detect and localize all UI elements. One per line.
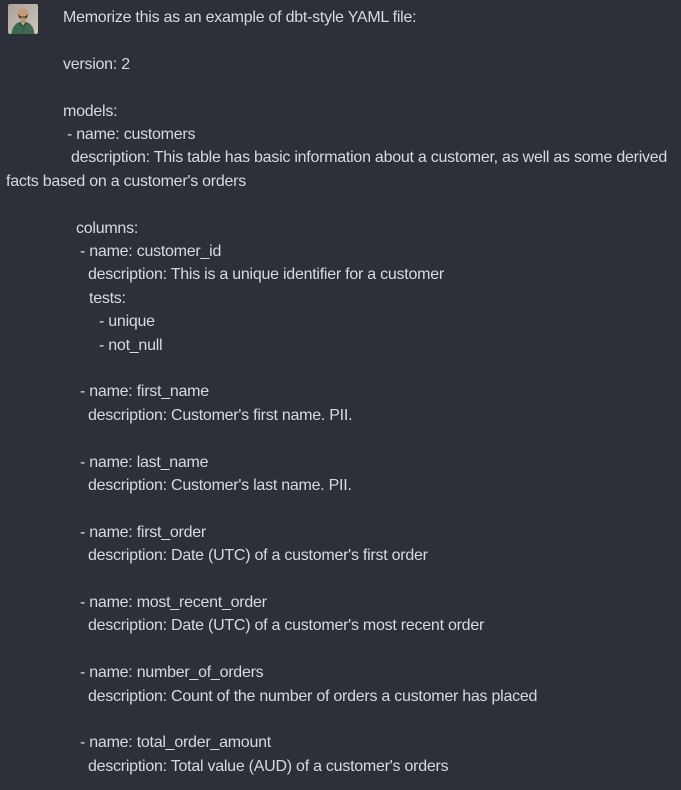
message-line: description: Date (UTC) of a customer's first order [88, 547, 428, 565]
message-line: - unique [99, 313, 155, 331]
message-line: - name: last_name [80, 453, 209, 471]
message-line: - name: first_name [80, 383, 209, 401]
message-line: description: Total value (AUD) of a customer's orders [88, 757, 449, 775]
message-line: columns: [76, 219, 139, 237]
message-line: tests: [89, 289, 126, 307]
message-line: description: This is a unique identifier for a customer [88, 266, 444, 284]
message-line: facts based on a customer's orders [6, 172, 247, 190]
message-line: - not_null [99, 336, 163, 354]
message-line: models: [63, 102, 118, 120]
message-line: - name: total_order_amount [80, 734, 271, 752]
message-line: - name: most_recent_order [80, 594, 267, 611]
message-line: - name: number_of_orders [80, 664, 264, 682]
message-line: - name: customer_id [80, 243, 222, 260]
message-line: - name: first_order [80, 523, 206, 541]
message-line: description: Count of the number of orders a customer has placed [88, 687, 538, 705]
message-line: Memorize this as an example of dbt-style YAML file: [63, 9, 417, 26]
message-line: description: Customer's last name. PII. [88, 477, 352, 494]
message-line: description: Date (UTC) of a customer's most recent order [88, 617, 485, 635]
message-line: description: Customer's first name. PII. [88, 406, 353, 424]
message-line: description: This table has basic information about a customer, as well as some derived [71, 149, 668, 167]
message-line: - name: customers [67, 126, 196, 143]
message-line: version: 2 [63, 55, 130, 73]
